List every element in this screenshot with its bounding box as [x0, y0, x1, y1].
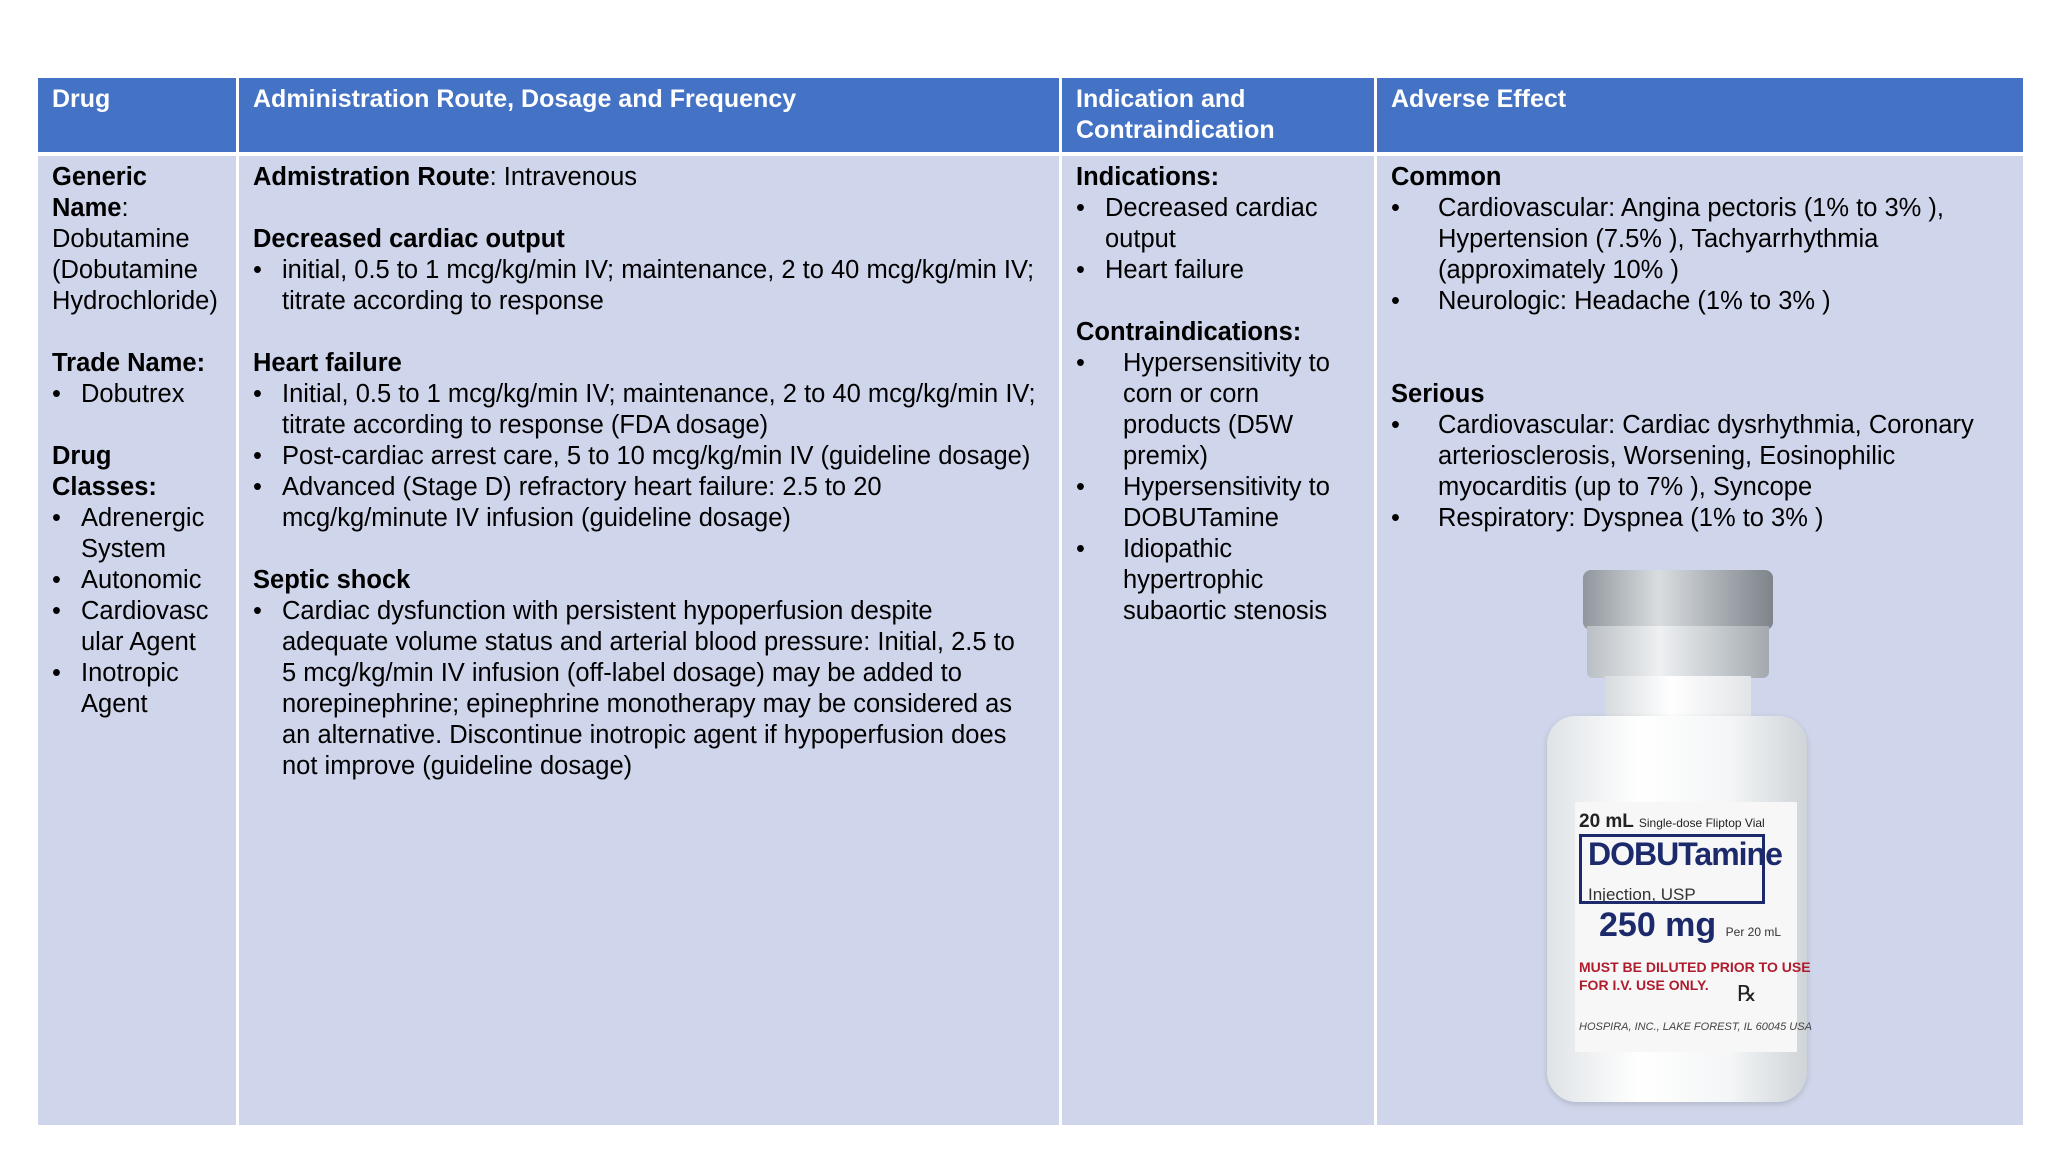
- cell-administration: [239, 156, 1059, 1125]
- vial-neck: [1605, 676, 1751, 720]
- cell-adverse: [1377, 156, 2023, 1125]
- cell-drug: [38, 156, 236, 1125]
- generic-label-line2: Name:: [52, 194, 129, 222]
- contraindications-label: Contraindications:: [1076, 318, 1302, 346]
- header-indication: Indication and Contraindication: [1062, 78, 1374, 152]
- generic-name-line: (Dobutamine: [52, 256, 198, 284]
- list-item: • Post-cardiac arrest care, 5 to 10 mcg/kg/min IV (guideline dosage): [253, 442, 1031, 470]
- header-adverse: Adverse Effect: [1377, 78, 2023, 152]
- vial-crimp: [1587, 626, 1769, 678]
- list-item: • Adrenergic System: [52, 504, 205, 563]
- list-item: • Cardiovascular: Cardiac dysrhythmia, Coronary arteriosclerosis, Worsening, Eosinophilic myocarditis (up to 7% ), Syncope: [1391, 411, 1974, 501]
- list-item: • Heart failure: [1076, 256, 1244, 284]
- list-item: • Initial, 0.5 to 1 mcg/kg/min IV; maintenance, 2 to 40 mcg/kg/min IV; titrate according to response (FDA dosage): [253, 380, 1036, 439]
- list-item: • Dobutrex: [52, 380, 185, 408]
- section-title: Heart failure: [253, 349, 402, 377]
- header-drug: Drug: [38, 78, 236, 152]
- section-title: Decreased cardiac output: [253, 225, 565, 253]
- list-item: • Advanced (Stage D) refractory heart failure: 2.5 to 20 mcg/kg/minute IV infusion (guideline dosage): [253, 473, 882, 532]
- vial-cap: [1583, 570, 1773, 630]
- trade-name-label: Trade Name:: [52, 349, 206, 377]
- list-item: • initial, 0.5 to 1 mcg/kg/min IV; maintenance, 2 to 40 mcg/kg/min IV; titrate according to response: [253, 256, 1035, 315]
- serious-label: Serious: [1391, 380, 1485, 408]
- cell-indication: [1062, 156, 1374, 1125]
- list-item: • Hypersensitivity to DOBUTamine: [1076, 473, 1330, 532]
- generic-name-line: Hydrochloride): [52, 287, 218, 315]
- list-item: • Hypersensitivity to corn or corn products (D5W premix): [1076, 349, 1330, 470]
- vial-warning: MUST BE DILUTED PRIOR TO USE FOR I.V. USE ONLY.: [1579, 959, 1811, 993]
- list-item: • Decreased cardiac output: [1076, 194, 1318, 253]
- vial-label: [1575, 802, 1812, 1052]
- route-line: Admistration Route: Intravenous: [253, 163, 638, 191]
- vial-volume: 20 mL Single-dose Fliptop Vial: [1579, 811, 1765, 832]
- list-item: • Idiopathic hypertrophic subaortic stenosis: [1076, 535, 1328, 625]
- indications-label: Indications:: [1076, 163, 1220, 191]
- rx-icon: ℞: [1737, 981, 1757, 1006]
- drug-table: [38, 78, 2014, 1121]
- list-item: • Respiratory: Dyspnea (1% to 3% ): [1391, 504, 1824, 532]
- generic-label-line1: Generic: [52, 163, 147, 191]
- vial-form: Injection, USP: [1588, 885, 1696, 904]
- list-item: • Cardiovasc ular Agent: [52, 597, 209, 656]
- section-title: Septic shock: [253, 566, 411, 594]
- vial-drug-name: DOBUTamine: [1588, 836, 1782, 872]
- list-item: • Neurologic: Headache (1% to 3% ): [1391, 287, 1831, 315]
- vial-name-box: [1579, 834, 1782, 904]
- vial-strength: 250 mg Per 20 mL: [1599, 906, 1781, 944]
- list-item: • Inotropic Agent: [52, 659, 179, 718]
- header-administration: Administration Route, Dosage and Frequency: [239, 78, 1059, 152]
- dobutamine-vial-image: [1547, 570, 1812, 1102]
- generic-name-line: Dobutamine: [52, 225, 190, 253]
- vial-manufacturer: HOSPIRA, INC., LAKE FOREST, IL 60045 USA: [1579, 1021, 1812, 1033]
- list-item: • Cardiovascular: Angina pectoris (1% to 3% ), Hypertension (7.5% ), Tachyarrhythmia (approximately 10% ): [1391, 194, 1944, 284]
- common-label: Common: [1391, 163, 1502, 191]
- drug-classes-label: Drug Classes:: [52, 442, 157, 501]
- list-item: • Autonomic: [52, 566, 202, 594]
- list-item: • Cardiac dysfunction with persistent hypoperfusion despite adequate volume status and arterial blood pressure: Initial, 2.5 to 5 mcg/kg/min IV infusion (off-label dosage) may be added to norepinephrine; epinephrine monotherapy may be considered as an alternative. Discontinue inotropic agent if hypoperfusion does not improve (guideline dosage): [253, 597, 1015, 780]
